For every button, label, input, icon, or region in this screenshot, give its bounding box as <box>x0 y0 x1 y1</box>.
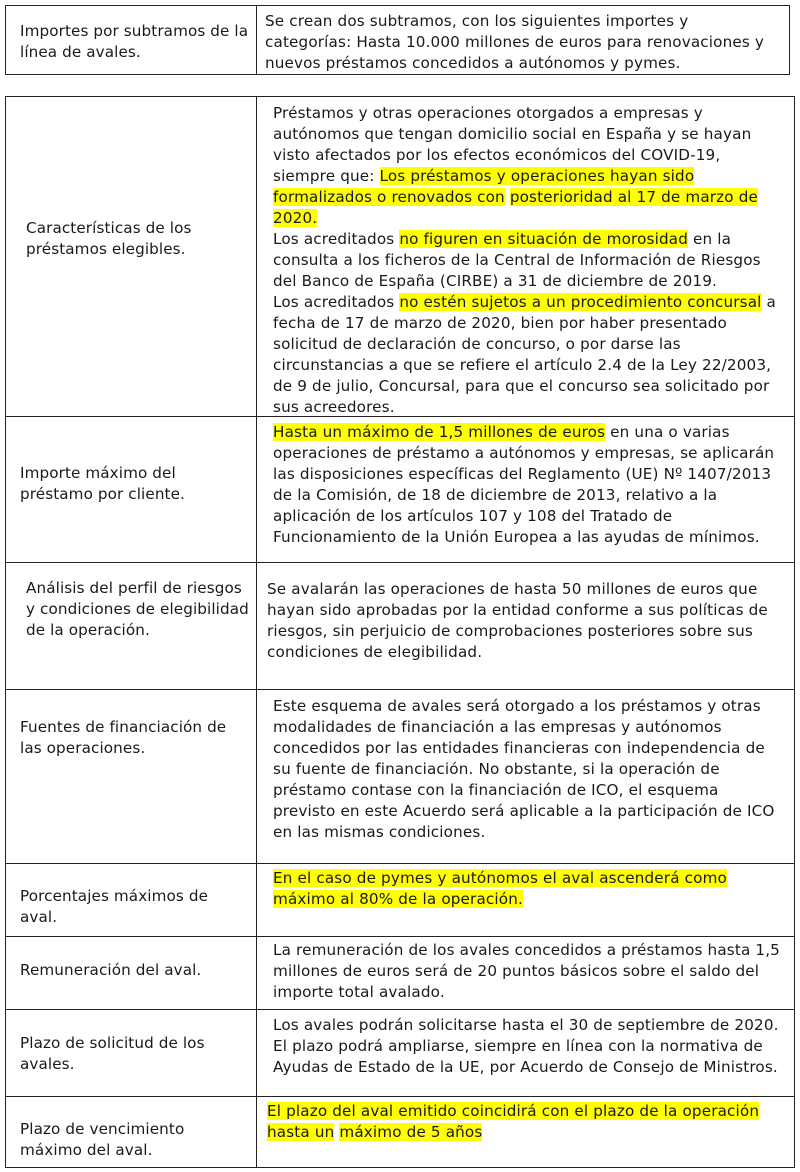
content-cell <box>257 690 794 864</box>
row-label-caracteristicas: Características de los préstamos elegibles. <box>26 219 192 258</box>
row-label-fuentes: Fuentes de financiación de las operaciones. <box>20 718 227 757</box>
row-text-importes-subtramos: Se crean dos subtramos, con los siguientes importes y categorías: Hasta 10.000 millones de euros para renovaciones y nuevos préstamos concedidos a autónomos y pymes. <box>265 12 765 72</box>
content-cell <box>257 417 794 563</box>
highlighted-text: máximo de 5 años <box>339 1123 483 1141</box>
table-row-porcentajes <box>6 863 794 937</box>
label-cell <box>6 690 257 864</box>
content-cell <box>257 6 789 74</box>
row-text-analisis: Se avalarán las operaciones de hasta 50 millones de euros que hayan sido aprobadas por la entidad conforme a sus políticas de riesgos, sin perjuicio de comprobaciones posteriores sobre sus condiciones de elegibilidad. <box>267 580 768 661</box>
label-cell <box>6 563 257 690</box>
row-text-caracteristicas <box>273 103 780 418</box>
table-row-caracteristicas <box>6 97 794 417</box>
highlighted-text: Hasta un máximo de 1,5 millones de euros <box>273 423 606 441</box>
label-cell <box>6 97 257 417</box>
content-cell <box>257 864 794 937</box>
content-cell <box>257 937 794 1010</box>
row-label-plazo-solicitud: Plazo de solicitud de los avales. <box>20 1034 205 1073</box>
subtramos-table <box>5 5 790 75</box>
table-row-analisis <box>6 562 794 690</box>
row-label-importe-maximo: Importe máximo del préstamo por cliente. <box>20 464 185 503</box>
row-text-plazo-vencimiento <box>267 1101 780 1143</box>
table-row-plazo-vencimiento <box>6 1096 794 1167</box>
table-row-remuneracion <box>6 936 794 1010</box>
row-text-porcentajes <box>273 868 780 910</box>
row-text-importe-maximo <box>273 422 780 548</box>
content-cell <box>257 1010 794 1097</box>
label-cell <box>6 937 257 1010</box>
text-segment: en la consulta a los ficheros de la Central de Información de Riesgos del Banco de España (CIRBE) a 31 de diciembre de 2019. <box>273 230 761 290</box>
text-segment: en una o varias operaciones de préstamo a autónomos y empresas, se aplicarán las disposiciones específicas del Reglamento (UE) Nº 1407/2013 de la Comisión, de 18 de diciembre de 2013, relativo a la aplicación de los artículos 107 y 108 del Tratado de Funcionamiento de la Unión Europea a las ayudas de mínimos. <box>273 423 775 546</box>
label-cell <box>6 1010 257 1097</box>
text-segment: a fecha de 17 de marzo de 2020, bien por haber presentado solicitud de declaración de concurso, o por darse las circunstancias a que se refiere el artículo 2.4 de la Ley 22/2003, de 9 de julio, Concursal, para que el concurso sea solicitado por sus acreedores. <box>273 293 776 416</box>
label-cell <box>6 864 257 937</box>
row-text-remuneracion: La remuneración de los avales concedidos a préstamos hasta 1,5 millones de euros será de 20 puntos básicos sobre el saldo del importe total avalado. <box>273 941 780 1001</box>
table-row-plazo-solicitud <box>6 1009 794 1097</box>
row-text-fuentes: Este esquema de avales será otorgado a los préstamos y otras modalidades de financiación a las empresas y autónomos concedidos por las entidades financieras con independencia de su fuente de financiación. No obstante, si la operación de préstamo contase con la financiación de ICO, el esquema previsto en este Acuerdo será aplicable a la participación de ICO en las mismas condiciones. <box>273 697 775 841</box>
row-label-plazo-vencimiento: Plazo de vencimiento máximo del aval. <box>20 1120 185 1159</box>
highlighted-text: posterioridad al 17 de marzo de 2020. <box>273 188 758 227</box>
content-cell <box>257 1097 794 1167</box>
row-text-plazo-solicitud: Los avales podrán solicitarse hasta el 30 de septiembre de 2020. El plazo podrá ampliarse, siempre en línea con la normativa de Ayudas de Estado de la UE, por Acuerdo de Consejo de Ministros. <box>273 1016 779 1076</box>
label-cell <box>6 1097 257 1167</box>
highlighted-text: no figuren en situación de morosidad <box>399 230 688 248</box>
row-label-porcentajes: Porcentajes máximos de aval. <box>20 887 209 926</box>
row-label-remuneracion: Remuneración del aval. <box>20 961 202 979</box>
highlighted-text: El plazo del aval emitido coincidirá con el plazo de la operación hasta un <box>267 1102 760 1141</box>
text-segment: Los acreditados <box>273 230 400 248</box>
highlighted-text: Los préstamos y operaciones hayan sido formalizados o renovados con <box>273 167 695 206</box>
row-label-analisis: Análisis del perfil de riesgos y condiciones de elegibilidad de la operación. <box>26 579 249 639</box>
table-row-importes-subtramos <box>6 6 789 74</box>
highlighted-text: no estén sujetos a un procedimiento concursal <box>399 293 762 311</box>
table-row-importe-maximo <box>6 416 794 563</box>
row-label-importes-subtramos: Importes por subtramos de la línea de avales. <box>20 22 249 61</box>
conditions-table <box>5 96 795 1168</box>
text-segment: Préstamos y otras operaciones otorgados a empresas y autónomos que tengan domicilio social en España y se hayan visto afectados por los efectos económicos del COVID-19, siempre que: <box>273 104 752 185</box>
table-row-fuentes <box>6 689 794 864</box>
label-cell <box>6 6 257 74</box>
content-cell <box>257 97 794 417</box>
text-segment: Los acreditados <box>273 293 400 311</box>
content-cell <box>257 563 794 690</box>
label-cell <box>6 417 257 563</box>
highlighted-text: En el caso de pymes y autónomos el aval ascenderá como máximo al 80% de la operación. <box>273 869 727 908</box>
